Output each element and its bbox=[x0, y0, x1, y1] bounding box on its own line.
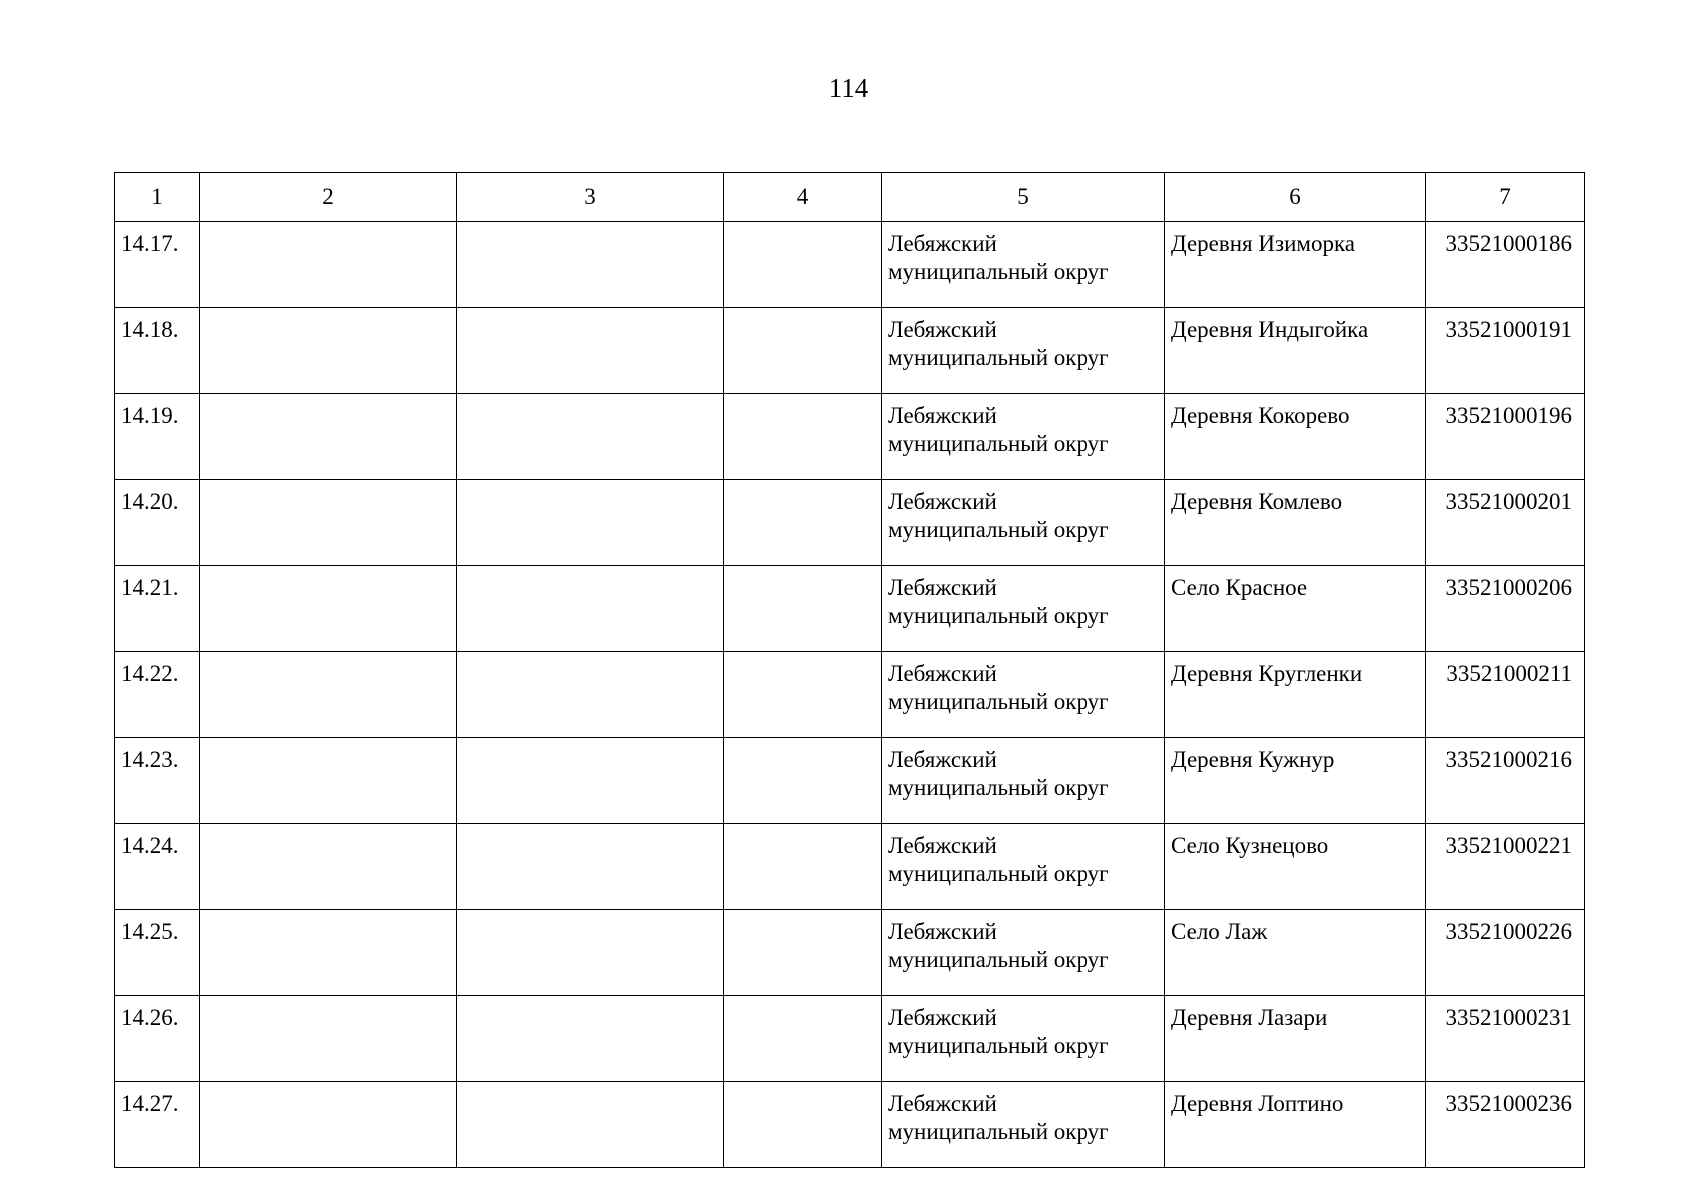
district-cell: Лебяжский муниципальный округ bbox=[882, 824, 1165, 910]
district-cell: Лебяжский муниципальный округ bbox=[882, 996, 1165, 1082]
column-header: 2 bbox=[200, 173, 457, 222]
district-cell: Лебяжский муниципальный округ bbox=[882, 394, 1165, 480]
cell-col2 bbox=[200, 1082, 457, 1168]
district-cell: Лебяжский муниципальный округ bbox=[882, 738, 1165, 824]
cell-col4 bbox=[724, 824, 882, 910]
code-cell: 33521000216 bbox=[1426, 738, 1585, 824]
cell-col3 bbox=[457, 394, 724, 480]
settlement-cell: Село Красное bbox=[1165, 566, 1426, 652]
cell-col4 bbox=[724, 566, 882, 652]
settlement-cell: Деревня Кругленки bbox=[1165, 652, 1426, 738]
settlement-cell: Деревня Кокорево bbox=[1165, 394, 1426, 480]
column-header: 1 bbox=[115, 173, 200, 222]
settlement-cell: Село Кузнецово bbox=[1165, 824, 1426, 910]
settlement-cell: Деревня Комлево bbox=[1165, 480, 1426, 566]
row-number: 14.27. bbox=[115, 1082, 200, 1168]
table-row bbox=[115, 738, 1585, 824]
code-cell: 33521000231 bbox=[1426, 996, 1585, 1082]
column-header: 3 bbox=[457, 173, 724, 222]
cell-col3 bbox=[457, 824, 724, 910]
cell-col2 bbox=[200, 910, 457, 996]
cell-col3 bbox=[457, 996, 724, 1082]
district-cell: Лебяжский муниципальный округ bbox=[882, 222, 1165, 308]
code-cell: 33521000186 bbox=[1426, 222, 1585, 308]
settlement-cell: Деревня Кужнур bbox=[1165, 738, 1426, 824]
cell-col2 bbox=[200, 824, 457, 910]
cell-col2 bbox=[200, 738, 457, 824]
table-row bbox=[115, 996, 1585, 1082]
settlement-cell: Деревня Изиморка bbox=[1165, 222, 1426, 308]
cell-col3 bbox=[457, 1082, 724, 1168]
code-cell: 33521000196 bbox=[1426, 394, 1585, 480]
code-cell: 33521000226 bbox=[1426, 910, 1585, 996]
row-number: 14.26. bbox=[115, 996, 200, 1082]
cell-col3 bbox=[457, 652, 724, 738]
settlement-cell: Деревня Индыгойка bbox=[1165, 308, 1426, 394]
cell-col3 bbox=[457, 738, 724, 824]
table-row bbox=[115, 824, 1585, 910]
column-header: 7 bbox=[1426, 173, 1585, 222]
cell-col2 bbox=[200, 308, 457, 394]
cell-col4 bbox=[724, 738, 882, 824]
row-number: 14.20. bbox=[115, 480, 200, 566]
cell-col4 bbox=[724, 222, 882, 308]
table-row bbox=[115, 910, 1585, 996]
page-number: 114 bbox=[828, 73, 869, 103]
cell-col4 bbox=[724, 480, 882, 566]
row-number: 14.17. bbox=[115, 222, 200, 308]
district-cell: Лебяжский муниципальный округ bbox=[882, 566, 1165, 652]
cell-col3 bbox=[457, 480, 724, 566]
cell-col4 bbox=[724, 910, 882, 996]
row-number: 14.21. bbox=[115, 566, 200, 652]
district-cell: Лебяжский муниципальный округ bbox=[882, 910, 1165, 996]
cell-col4 bbox=[724, 1082, 882, 1168]
column-header: 6 bbox=[1165, 173, 1426, 222]
cell-col2 bbox=[200, 996, 457, 1082]
code-cell: 33521000211 bbox=[1426, 652, 1585, 738]
cell-col4 bbox=[724, 394, 882, 480]
table-row bbox=[115, 480, 1585, 566]
district-cell: Лебяжский муниципальный округ bbox=[882, 308, 1165, 394]
settlements-table bbox=[114, 172, 1585, 1168]
row-number: 14.18. bbox=[115, 308, 200, 394]
cell-col2 bbox=[200, 222, 457, 308]
settlement-cell: Деревня Лазари bbox=[1165, 996, 1426, 1082]
row-number: 14.24. bbox=[115, 824, 200, 910]
cell-col3 bbox=[457, 566, 724, 652]
code-cell: 33521000191 bbox=[1426, 308, 1585, 394]
cell-col4 bbox=[724, 308, 882, 394]
row-number: 14.22. bbox=[115, 652, 200, 738]
cell-col2 bbox=[200, 480, 457, 566]
table-row bbox=[115, 308, 1585, 394]
table-row bbox=[115, 222, 1585, 308]
table-header-row bbox=[115, 173, 1585, 222]
district-cell: Лебяжский муниципальный округ bbox=[882, 1082, 1165, 1168]
settlement-cell: Село Лаж bbox=[1165, 910, 1426, 996]
cell-col4 bbox=[724, 996, 882, 1082]
cell-col2 bbox=[200, 394, 457, 480]
code-cell: 33521000206 bbox=[1426, 566, 1585, 652]
cell-col3 bbox=[457, 910, 724, 996]
settlement-cell: Деревня Лоптино bbox=[1165, 1082, 1426, 1168]
table-row bbox=[115, 566, 1585, 652]
cell-col3 bbox=[457, 308, 724, 394]
row-number: 14.23. bbox=[115, 738, 200, 824]
table-row bbox=[115, 394, 1585, 480]
cell-col3 bbox=[457, 222, 724, 308]
cell-col4 bbox=[724, 652, 882, 738]
column-header: 4 bbox=[724, 173, 882, 222]
table-row bbox=[115, 652, 1585, 738]
row-number: 14.25. bbox=[115, 910, 200, 996]
district-cell: Лебяжский муниципальный округ bbox=[882, 480, 1165, 566]
cell-col2 bbox=[200, 652, 457, 738]
code-cell: 33521000201 bbox=[1426, 480, 1585, 566]
table-row bbox=[115, 1082, 1585, 1168]
code-cell: 33521000236 bbox=[1426, 1082, 1585, 1168]
cell-col2 bbox=[200, 566, 457, 652]
code-cell: 33521000221 bbox=[1426, 824, 1585, 910]
district-cell: Лебяжский муниципальный округ bbox=[882, 652, 1165, 738]
row-number: 14.19. bbox=[115, 394, 200, 480]
column-header: 5 bbox=[882, 173, 1165, 222]
